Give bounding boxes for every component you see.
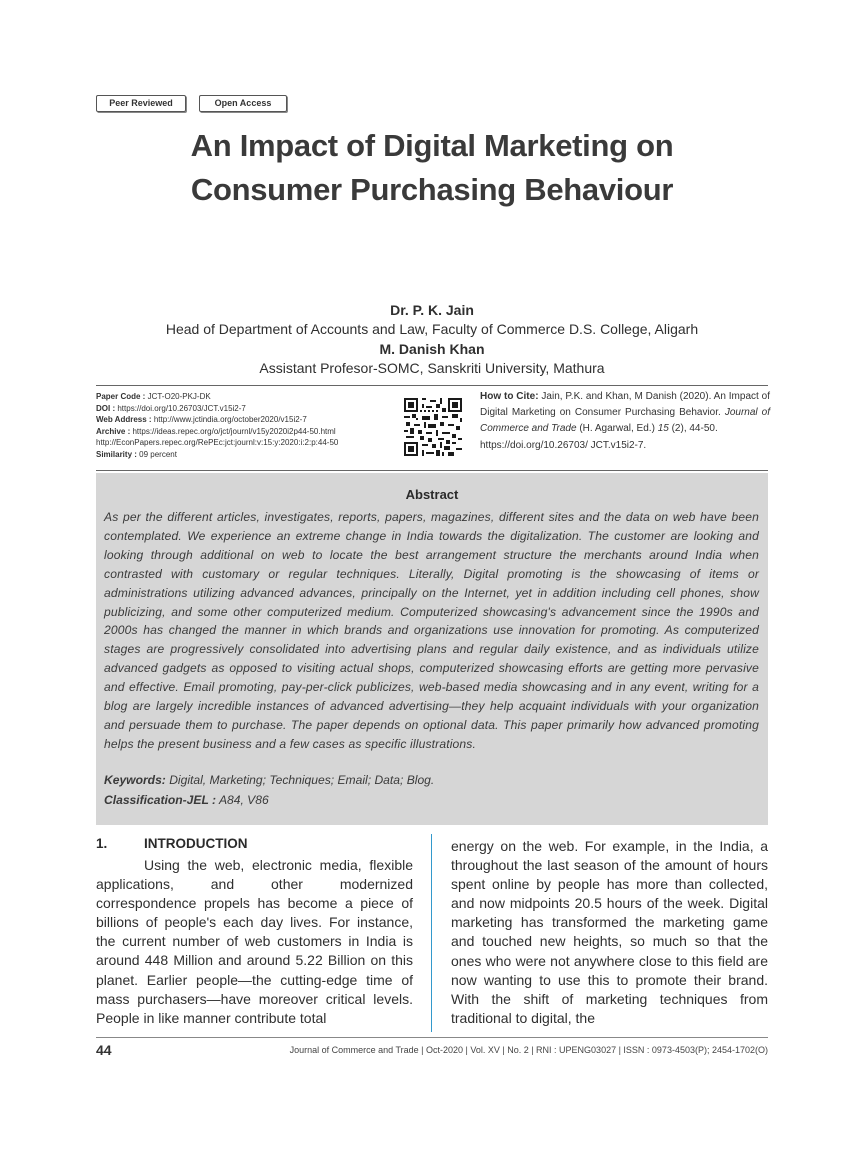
- meta-top-rule: [96, 385, 768, 386]
- peer-reviewed-badge: Peer Reviewed: [96, 95, 186, 112]
- abstract-text: As per the different articles, investigates, reports, papers, magazines, different sites and the data on web have been contemplated. We experience an extreme change in India towards the digitalization. The customer are looking and looking through additional on web to locate the best arrangement structure the merchants around India when contrasted with customary or regular techniques. Literally, Digital promoting is the showcasing of items or administrations utilizing advanced advances, principally on the Internet, yet in addition including cell phones, show publicizing, and some other computerized medium. Computerized showcasing's advancement since the 1990s and 2000s has changed the manner in which brands and organizations use innovation for promoting. As computerized stages are progressively consolidated into advertising plans and regular daily existence, and as individuals utilize advanced gadgets as opposed to visiting actual shops, computerized showcasing efforts are getting more pervasive and effective. Email promoting, pay-per-click publicizes, web-based media showcasing and in any event, writing for a blog are largely incredible instances of advanced advertising—they help acquaint individuals with your organization and persuade them to purchase. The paper depends on optional data. This paper primarily how advanced promoting helps the present business and a few cases as specific illustrations.: [104, 510, 759, 751]
- web-address-link[interactable]: http://www.jctindia.org/october2020/v15i2-7: [153, 415, 307, 425]
- body-column-left: Using the web, electronic media, flexible applications, and other modernized correspondence propels has become a piece of billions of people's each day lives. For instance, the current number of web customers in India is around 448 Million and around 5.22 Billion on this planet. Earlier people—the cutting-edge time of mass purchasers—have moreover critical levels. People in like manner contribute total: [96, 857, 413, 1026]
- archive-link[interactable]: https://ideas.repec.org/o/jct/journl/v15y2020i2p44-50.html: [132, 426, 336, 436]
- meta-bottom-rule: [96, 470, 768, 471]
- author-2-name: M. Danish Khan: [379, 341, 485, 357]
- section-heading: 1. INTRODUCTION: [96, 836, 248, 851]
- journal-footer: Journal of Commerce and Trade | Oct-2020 | Vol. XV | No. 2 | RNI : UPENG03027 | ISSN : 0973-4503(P); 2454-1702(O): [289, 1045, 768, 1055]
- econpapers-link[interactable]: http://EconPapers.repec.org/RePEc:jct:journl:v:15:y:2020:i:2:p:44-50: [96, 438, 339, 448]
- paper-title-line-2: Consumer Purchasing Behaviour: [190, 172, 674, 207]
- jel-classification: Classification-JEL : A84, V86: [104, 793, 269, 807]
- author-2-affiliation: Assistant Profesor-SOMC, Sanskriti University, Mathura: [259, 360, 605, 376]
- author-1-name: Dr. P. K. Jain: [390, 302, 474, 318]
- keywords: Keywords: Digital, Marketing; Techniques; Email; Data; Blog.: [104, 773, 435, 787]
- open-access-badge: Open Access: [199, 95, 287, 112]
- abstract-heading: Abstract: [405, 487, 459, 502]
- how-to-cite: How to Cite: Jain, P.K. and Khan, M Danish (2020). An Impact of Digital Marketing on Consumer Purchasing Behavior. Journal of Commerce and Trade (H. Agarwal, Ed.) 15 (2), 44-50. https://doi.org/10.26703/ JCT.v15i2-7.: [480, 391, 771, 451]
- footer-rule: [96, 1037, 768, 1038]
- doi-link[interactable]: https://doi.org/10.26703/JCT.v15i2-7: [117, 403, 246, 413]
- page-number: 44: [96, 1042, 112, 1058]
- paper-title-line-1: An Impact of Digital Marketing on: [190, 128, 674, 163]
- paper-metadata: Paper Code : JCT-O20-PKJ-DK DOI : https://doi.org/10.26703/JCT.v15i2-7 Web Address : http://www.jctindia.org/october2020/v15i2-7 Archive : https://ideas.repec.org/o/jct/journl/v15y2020i2p44-50.html http://EconPapers.repec.org/RePEc:jct:journl:v:15:y:2020:i:2:p:44-50 Similarity : 09 percent: [96, 391, 396, 461]
- body-column-right: energy on the web. For example, in the India, a throughout the last season of the amount of hours spent online by people has more than collected, and now midpoints 20.5 hours of the week. Digital marketing has transformed the marketing game and touched new heights, so much so that the ones who were not anywhere close to this field are now wanting to use this to promote their brand. With the shift of marketing techniques from traditional to digital, the: [451, 838, 768, 1026]
- column-divider: [431, 834, 432, 1032]
- cite-doi-link[interactable]: https://doi.org/10.26703/ JCT.v15i2-7.: [480, 439, 647, 451]
- author-1-affiliation: Head of Department of Accounts and Law, Faculty of Commerce D.S. College, Aligarh: [165, 321, 699, 337]
- qr-code-icon: [404, 398, 462, 456]
